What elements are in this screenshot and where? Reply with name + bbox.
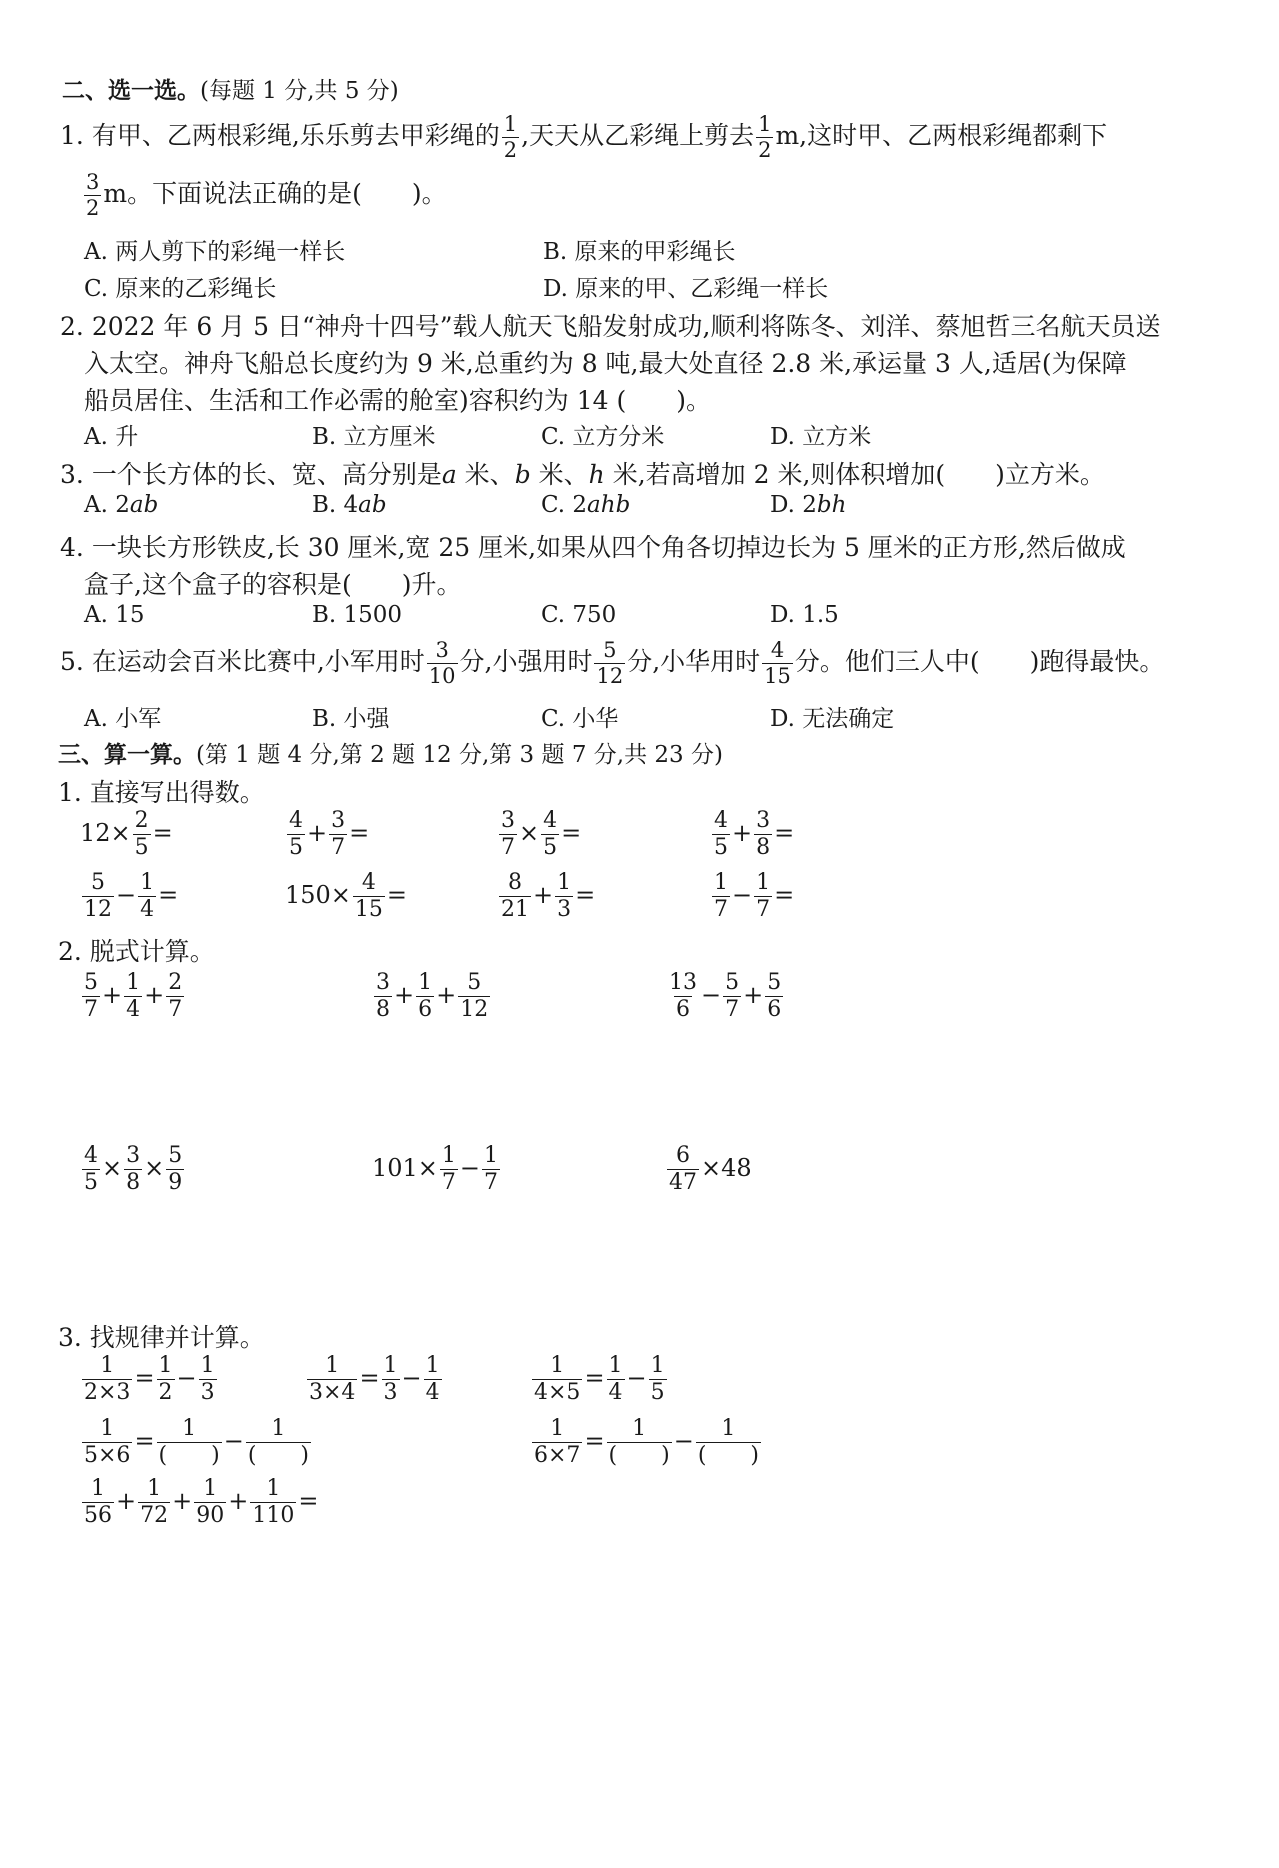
pattern-item [305, 1355, 444, 1404]
numerator: 3 [86, 170, 100, 194]
operator: + [144, 981, 165, 1009]
fraction [723, 972, 741, 1021]
variable: h [588, 460, 605, 489]
operator: 150× [285, 881, 351, 909]
numerator: 1 [91, 1476, 105, 1501]
denominator: 3 [557, 897, 572, 922]
operator: − [223, 1427, 244, 1455]
numerator: 5 [91, 870, 105, 895]
pattern-item [80, 1418, 313, 1467]
option-b[interactable]: B. 小强 [312, 706, 390, 732]
question-5 [60, 640, 1164, 687]
stepwise-calc-item [80, 972, 186, 1021]
denominator: 7 [484, 1170, 499, 1195]
denominator: 2×3 [84, 1380, 131, 1405]
denominator: 7 [441, 1170, 456, 1195]
stepwise-calc-item [665, 1145, 752, 1194]
variable: ahb [587, 492, 631, 518]
numerator: 3 [126, 1143, 141, 1168]
variable: b [514, 460, 531, 489]
question-text: 有甲、乙两根彩绳,乐乐剪去甲彩绳的 [91, 121, 500, 150]
operator: − [459, 1154, 481, 1182]
fraction [82, 1478, 114, 1527]
fraction [329, 810, 347, 859]
denominator: 8 [376, 997, 390, 1022]
numerator: 1 [271, 1416, 286, 1441]
stepwise-calc-item [372, 1145, 502, 1194]
variable: ab [358, 492, 387, 518]
denominator: 72 [140, 1503, 169, 1528]
numerator: 4 [714, 808, 728, 833]
denominator: 5 [714, 835, 728, 860]
numerator: 1 [550, 1416, 565, 1441]
numerator: 5 [168, 1143, 183, 1168]
pattern-item [530, 1418, 763, 1467]
operator: − [116, 881, 137, 909]
numerator: 1 [140, 870, 155, 895]
stepwise-calc-item [665, 972, 785, 1021]
option-b[interactable]: B. 原来的甲彩绳长 [543, 239, 736, 265]
option-label: D. 2 [770, 492, 817, 518]
question-text: 在运动会百米比赛中,小军用时 [91, 647, 425, 676]
option-b[interactable] [312, 492, 387, 518]
question-text: 米、 [530, 460, 589, 489]
denominator: 4 [140, 897, 155, 922]
denominator: 5×6 [84, 1443, 131, 1468]
fraction [82, 1145, 100, 1194]
question-text: ,天天从乙彩绳上剪去 [521, 121, 755, 150]
denominator: 5 [289, 835, 303, 860]
stepwise-calc-item [372, 972, 492, 1021]
option-b[interactable]: B. 1500 [312, 602, 403, 628]
denominator: 2 [158, 1380, 173, 1405]
fraction [82, 872, 114, 921]
fraction [440, 1145, 458, 1194]
denominator: 12 [84, 897, 112, 922]
numerator: 8 [508, 870, 522, 895]
option-d[interactable]: D. 1.5 [770, 602, 839, 628]
numerator: 1 [126, 970, 141, 995]
numerator: 6 [676, 1143, 690, 1168]
option-c[interactable]: C. 小华 [541, 706, 619, 732]
operator: = [359, 1364, 380, 1392]
option-c[interactable]: C. 立方分米 [541, 424, 665, 450]
fraction [649, 1355, 667, 1404]
numerator: 1 [503, 112, 518, 136]
fraction [382, 1355, 400, 1404]
fraction [607, 1355, 625, 1404]
question-text: 分。他们三人中( )跑得最快。 [794, 647, 1165, 676]
denominator: 7 [168, 997, 183, 1022]
operator: + [533, 881, 554, 909]
option-c[interactable] [541, 492, 630, 518]
operator: × [102, 1154, 123, 1182]
fraction [667, 972, 699, 1021]
operator: + [172, 1487, 193, 1515]
option-a[interactable]: A. 两人剪下的彩绳一样长 [84, 239, 346, 265]
operator: − [701, 981, 722, 1009]
fraction [133, 810, 151, 859]
numerator: 5 [84, 970, 98, 995]
question-text: 一个长方体的长、宽、高分别是 [91, 460, 442, 489]
operator: = [774, 881, 795, 909]
numerator: 1 [758, 112, 772, 136]
denominator: 47 [669, 1170, 697, 1195]
fraction [374, 972, 392, 1021]
oral-calc-item [80, 810, 173, 859]
numerator: 1 [632, 1416, 647, 1441]
fraction [607, 1418, 672, 1467]
fraction [756, 114, 773, 161]
question-text: 分,小强用时 [459, 647, 593, 676]
option-c[interactable]: C. 750 [541, 602, 617, 628]
operator: = [158, 881, 179, 909]
fraction [667, 1145, 699, 1194]
option-label: A. 2 [84, 492, 130, 518]
fraction [124, 1145, 142, 1194]
denominator: 5 [134, 835, 149, 860]
denominator: 6×7 [534, 1443, 581, 1468]
option-label: C. 2 [541, 492, 588, 518]
operator: + [307, 819, 328, 847]
fraction [246, 1418, 311, 1467]
numerator: 4 [289, 808, 303, 833]
fraction [82, 972, 100, 1021]
operator: + [116, 1487, 137, 1515]
numerator: 2 [134, 808, 149, 833]
fraction [499, 872, 531, 921]
numerator: 1 [203, 1476, 218, 1501]
option-d[interactable]: D. 立方米 [770, 424, 872, 450]
denominator: 7 [725, 997, 740, 1022]
operator: × [144, 1154, 165, 1182]
fraction [124, 972, 142, 1021]
denominator: 6 [418, 997, 433, 1022]
numerator: 1 [425, 1353, 440, 1378]
option-c[interactable]: C. 原来的乙彩绳长 [84, 276, 277, 302]
section3-title: 三、算一算。 [58, 741, 196, 768]
numerator: 3 [756, 808, 771, 833]
fraction [712, 810, 730, 859]
numerator: 5 [725, 970, 740, 995]
question-text: 一块长方形铁皮,长 30 厘米,宽 25 厘米,如果从四个角各切掉边长为 5 厘米的正方形,然后做成 [91, 533, 1126, 562]
option-a[interactable]: A. 升 [84, 424, 139, 450]
denominator: 7 [331, 835, 346, 860]
numerator: 4 [84, 1143, 98, 1168]
question-2-line3: 船员居住、生活和工作必需的舱室)容积约为 14 ( )。 [84, 386, 711, 415]
denominator: 90 [196, 1503, 225, 1528]
numerator: 1 [441, 1143, 456, 1168]
numerator: 4 [543, 808, 558, 833]
operator: + [436, 981, 457, 1009]
denominator: 5 [84, 1170, 98, 1195]
option-b[interactable]: B. 立方厘米 [312, 424, 436, 450]
question-4-line1 [60, 528, 1126, 564]
fraction [754, 872, 772, 921]
numerator: 1 [158, 1353, 173, 1378]
denominator: 3×4 [309, 1380, 356, 1405]
question-number: 2. [60, 312, 84, 341]
section3-score-note: (第 1 题 4 分,第 2 题 12 分,第 3 题 7 分,共 23 分) [196, 742, 723, 768]
numerator: 1 [100, 1416, 115, 1441]
question-2-line1 [60, 307, 1161, 343]
question-text: 米、 [456, 460, 515, 489]
fraction [250, 1478, 296, 1527]
numerator: 1 [550, 1353, 565, 1378]
numerator: 3 [331, 808, 346, 833]
numerator: 1 [200, 1353, 215, 1378]
numerator: 1 [714, 870, 728, 895]
numerator: 1 [557, 870, 572, 895]
option-d[interactable]: D. 原来的甲、乙彩绳一样长 [543, 276, 829, 302]
denominator: 15 [354, 897, 383, 922]
fraction [138, 872, 156, 921]
numerator: 5 [767, 970, 782, 995]
numerator: 3 [435, 638, 449, 662]
option-label: B. 4 [312, 492, 359, 518]
oral-calc-item [710, 810, 794, 859]
fraction [499, 810, 517, 859]
operator: = [584, 1427, 605, 1455]
operator: − [673, 1427, 694, 1455]
operator: = [774, 819, 795, 847]
oral-calc-item [285, 872, 407, 921]
numerator: 1 [325, 1353, 340, 1378]
section3-heading [58, 736, 723, 769]
denominator: 4 [425, 1380, 440, 1405]
denominator: 21 [501, 897, 529, 922]
denominator: 10 [428, 664, 456, 688]
question-number: 1. [60, 121, 84, 150]
numerator: 1 [756, 870, 771, 895]
denominator: 7 [714, 897, 728, 922]
numerator: 5 [603, 638, 617, 662]
fraction [502, 114, 519, 161]
fraction [157, 1355, 175, 1404]
fraction [199, 1355, 217, 1404]
numerator: 1 [608, 1353, 623, 1378]
fraction [416, 972, 434, 1021]
denominator: 6 [767, 997, 782, 1022]
operator: − [732, 881, 753, 909]
denominator: 2 [86, 196, 100, 220]
fraction [765, 972, 783, 1021]
numerator: 1 [182, 1416, 197, 1441]
oral-calc-item [497, 872, 595, 921]
fraction [82, 1355, 132, 1404]
question-number: 3. [60, 460, 84, 489]
numerator: 5 [467, 970, 482, 995]
question-text: m。下面说法正确的是( )。 [103, 179, 447, 208]
denominator: 12 [596, 664, 624, 688]
numerator: 1 [650, 1353, 665, 1378]
fraction [194, 1478, 226, 1527]
sub3-title: 3. 找规律并计算。 [58, 1323, 265, 1352]
fraction [541, 810, 559, 859]
numerator: 1 [418, 970, 433, 995]
fraction [754, 810, 772, 859]
denominator: 7 [84, 997, 98, 1022]
denominator: 6 [676, 997, 690, 1022]
denominator: 7 [501, 835, 515, 860]
pattern-item [80, 1355, 219, 1404]
question-1-line1 [60, 114, 1107, 161]
fraction [166, 972, 184, 1021]
denominator: 3 [383, 1380, 398, 1405]
denominator: 5 [543, 835, 558, 860]
variable: ab [129, 492, 159, 518]
denominator: 9 [168, 1170, 183, 1195]
denominator: 5 [650, 1380, 665, 1405]
question-1-line2 [82, 172, 447, 219]
denominator: 12 [460, 997, 489, 1022]
numerator: 1 [100, 1353, 115, 1378]
fraction [696, 1418, 761, 1467]
fraction [458, 972, 490, 1021]
operator: ×48 [701, 1154, 752, 1182]
denominator: 8 [126, 1170, 141, 1195]
variable: a [441, 460, 457, 489]
fraction [424, 1355, 442, 1404]
operator: = [386, 881, 408, 909]
question-3 [60, 455, 1105, 491]
operator: − [176, 1364, 197, 1392]
denominator: 56 [84, 1503, 112, 1528]
denominator: 2 [503, 138, 518, 162]
denominator: ( ) [697, 1443, 759, 1468]
operator: = [575, 881, 596, 909]
denominator: 110 [252, 1503, 295, 1528]
numerator: 4 [770, 638, 785, 662]
operator: = [561, 819, 582, 847]
variable: bh [816, 492, 847, 518]
option-a[interactable]: A. 小军 [84, 706, 162, 732]
numerator: 4 [361, 870, 376, 895]
denominator: 7 [756, 897, 771, 922]
denominator: ( ) [158, 1443, 220, 1468]
operator: 101× [372, 1154, 438, 1182]
fraction [532, 1355, 582, 1404]
fraction [555, 872, 573, 921]
operator: = [584, 1364, 605, 1392]
question-number: 5. [60, 647, 84, 676]
fraction [287, 810, 305, 859]
numerator: 3 [376, 970, 390, 995]
option-a[interactable] [84, 492, 158, 518]
fraction [482, 1145, 500, 1194]
option-d[interactable]: D. 无法确定 [770, 706, 895, 732]
oral-calc-item [285, 810, 369, 859]
numerator: 3 [501, 808, 515, 833]
oral-calc-item [497, 810, 581, 859]
numerator: 2 [168, 970, 183, 995]
operator: + [228, 1487, 249, 1515]
fraction [712, 872, 730, 921]
numerator: 1 [721, 1416, 736, 1441]
question-text: 2022 年 6 月 5 日“神舟十四号”载人航天飞船发射成功,顺利将陈冬、刘洋、蔡旭哲三名航天员送 [91, 312, 1161, 341]
question-number: 4. [60, 533, 84, 562]
numerator: 1 [484, 1143, 499, 1168]
section2-score-note: (每题 1 分,共 5 分) [200, 78, 399, 104]
denominator: ( ) [247, 1443, 309, 1468]
section2-title: 二、选一选。 [62, 77, 200, 104]
denominator: 3 [200, 1380, 215, 1405]
oral-calc-item [80, 872, 178, 921]
stepwise-calc-item [80, 1145, 186, 1194]
denominator: 4 [126, 997, 141, 1022]
oral-calc-item [710, 872, 794, 921]
denominator: ( ) [608, 1443, 670, 1468]
fraction [762, 640, 793, 687]
numerator: 1 [383, 1353, 398, 1378]
denominator: 15 [764, 664, 791, 688]
fraction [157, 1418, 222, 1467]
denominator: 4 [608, 1380, 623, 1405]
section2-heading [62, 72, 399, 105]
operator: 12× [80, 819, 131, 847]
option-a[interactable]: A. 15 [84, 602, 145, 628]
question-2-line2: 入太空。神舟飞船总长度约为 9 米,总重约为 8 吨,最大处直径 2.8 米,承运量 3 人,适居(为保障 [84, 349, 1127, 378]
fraction [138, 1478, 170, 1527]
denominator: 2 [758, 138, 772, 162]
fraction [594, 640, 625, 687]
operator: = [152, 819, 173, 847]
operator: + [732, 819, 753, 847]
fraction [353, 872, 385, 921]
operator: = [134, 1427, 155, 1455]
option-d[interactable] [770, 492, 846, 518]
question-text: 米,若高增加 2 米,则体积增加( )立方米。 [604, 460, 1105, 489]
question-4-line2: 盒子,这个盒子的容积是( )升。 [84, 570, 462, 599]
operator: = [298, 1487, 319, 1515]
numerator: 13 [669, 970, 697, 995]
fraction [427, 640, 458, 687]
operator: + [743, 981, 764, 1009]
sub1-title: 1. 直接写出得数。 [58, 778, 265, 807]
operator: = [134, 1364, 155, 1392]
question-text: 分,小华用时 [627, 647, 761, 676]
fraction [166, 1145, 184, 1194]
sub2-title: 2. 脱式计算。 [58, 937, 215, 966]
fraction [84, 172, 101, 219]
numerator: 1 [147, 1476, 162, 1501]
operator: − [626, 1364, 647, 1392]
operator: + [394, 981, 415, 1009]
operator: + [102, 981, 123, 1009]
denominator: 4×5 [534, 1380, 581, 1405]
operator: − [401, 1364, 422, 1392]
pattern-item [80, 1478, 318, 1527]
fraction [82, 1418, 132, 1467]
numerator: 1 [266, 1476, 281, 1501]
denominator: 8 [756, 835, 771, 860]
pattern-item [530, 1355, 669, 1404]
fraction [307, 1355, 357, 1404]
operator: = [349, 819, 370, 847]
operator: × [519, 819, 540, 847]
question-text: m,这时甲、乙两根彩绳都剩下 [775, 121, 1108, 150]
fraction [532, 1418, 582, 1467]
